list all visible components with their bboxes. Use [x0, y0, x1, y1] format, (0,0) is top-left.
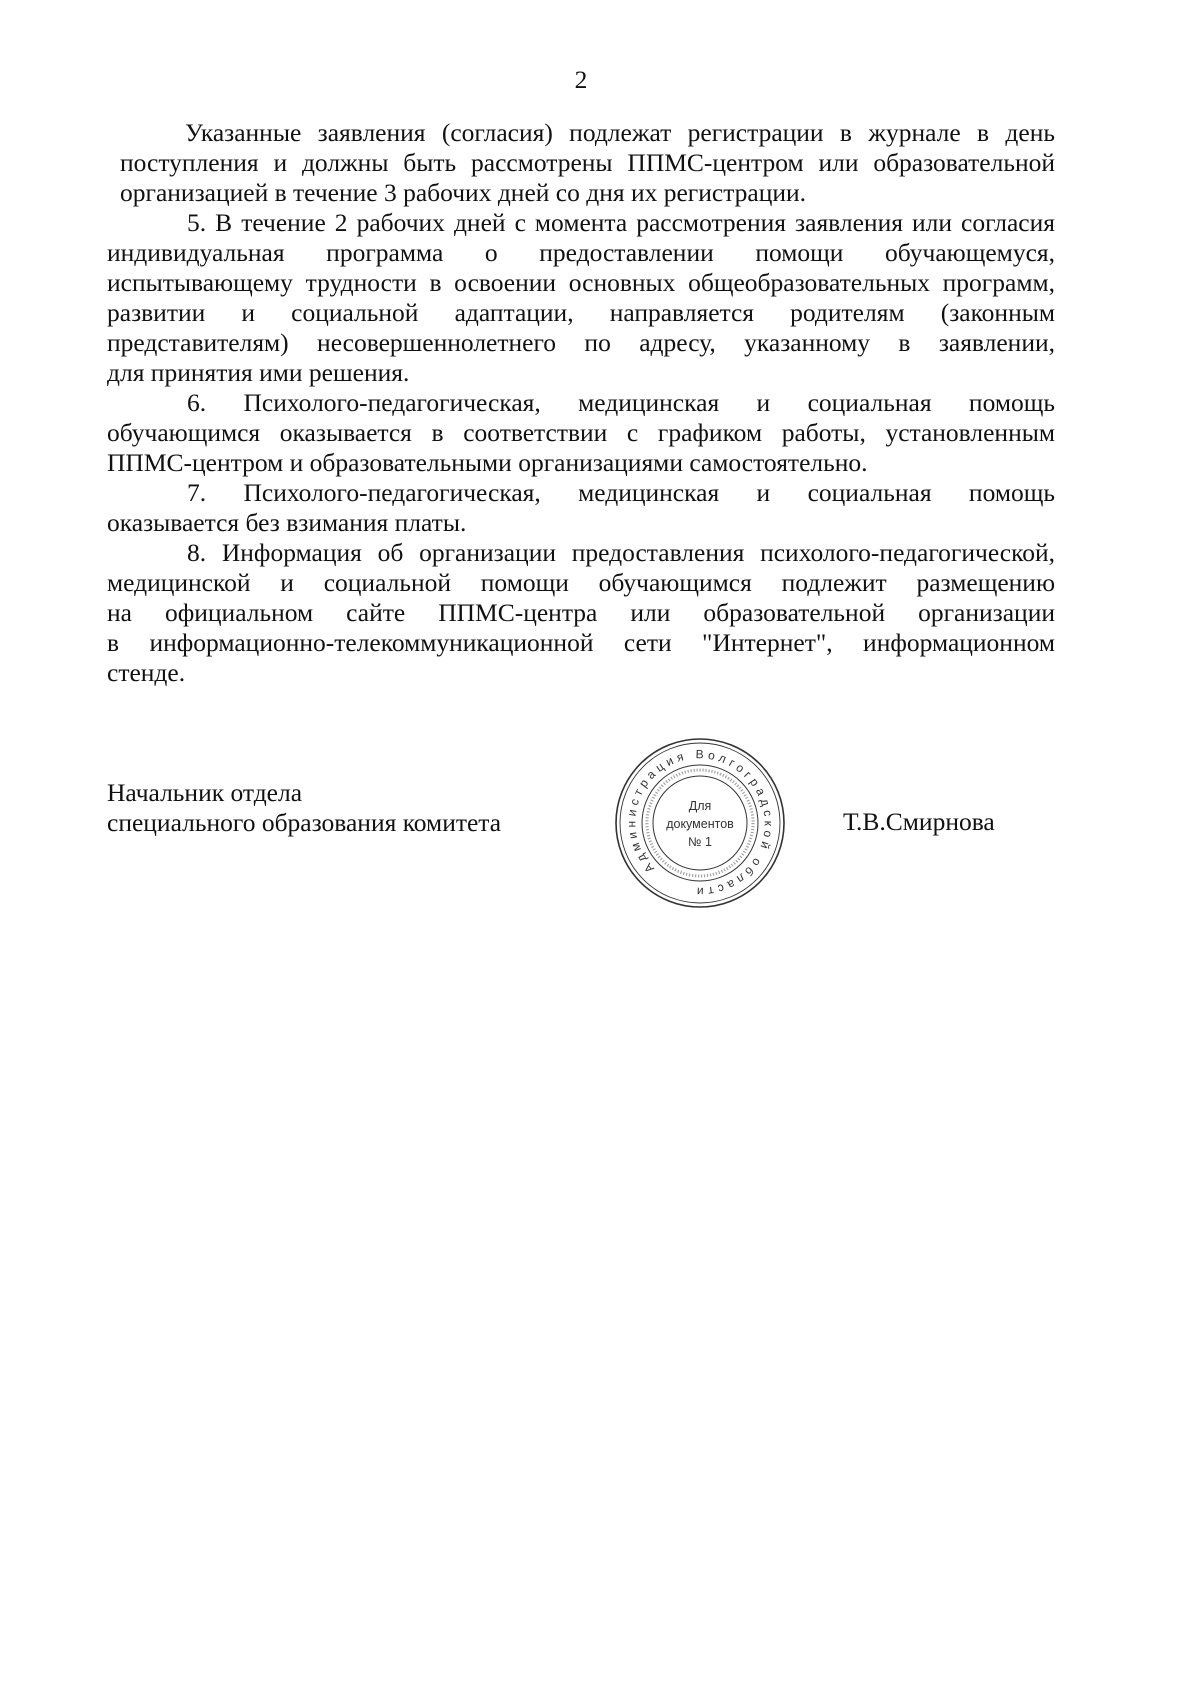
text-line: 6. Психолого-педагогическая, медицинская и социальная помощь	[187, 388, 1055, 417]
page-number: 2	[574, 65, 588, 94]
text-line: в информационно-телекоммуникационной сети "Интернет", информационном	[107, 628, 1055, 657]
paragraph-registration	[120, 118, 1055, 208]
paragraph-item-8	[107, 538, 1055, 688]
official-stamp	[610, 733, 790, 913]
text-line: развитии и социальной адаптации, направляется родителям (законным	[107, 298, 1055, 327]
text-line: 5. В течение 2 рабочих дней с момента рассмотрения заявления или согласия	[187, 208, 1055, 237]
paragraph-item-6	[107, 388, 1055, 478]
stamp-center-line: документов	[666, 817, 734, 831]
paragraph-item-5	[107, 208, 1055, 388]
text-line: на официальном сайте ППМС-центра или образовательной организации	[107, 598, 1055, 627]
text-line: Указанные заявления (согласия) подлежат регистрации в журнале в день	[185, 118, 1055, 147]
signatory-name: Т.В.Смирнова	[843, 807, 995, 836]
text-line: оказывается без взимания платы.	[107, 508, 467, 537]
text-line: поступления и должны быть рассмотрены ППМС-центром или образовательной	[120, 148, 1055, 177]
stamp-outer-text: Администрация Волгоградской области	[624, 747, 776, 899]
text-line: для принятия ими решения.	[107, 358, 410, 387]
signatory-position-line: специального образования комитета	[107, 808, 502, 837]
text-line: обучающимся оказывается в соответствии с графиком работы, установленным	[107, 418, 1055, 447]
text-line: представителям) несовершеннолетнего по адресу, указанному в заявлении,	[107, 328, 1055, 357]
text-line: медицинской и социальной помощи обучающимся подлежит размещению	[107, 568, 1055, 597]
document-body	[107, 118, 1055, 688]
text-line: 8. Информация об организации предоставления психолого-педагогической,	[187, 538, 1055, 567]
text-line: стенде.	[107, 658, 186, 687]
text-line: ППМС-центром и образовательными организациями самостоятельно.	[107, 448, 868, 477]
signatory-position-line: Начальник отдела	[107, 778, 303, 807]
text-line: индивидуальная программа о предоставлении помощи обучающемуся,	[107, 238, 1055, 267]
stamp-center-line: № 1	[688, 835, 712, 849]
stamp-center-line: Для	[688, 799, 712, 813]
text-line: организацией в течение 3 рабочих дней со дня их регистрации.	[120, 178, 807, 207]
signatory-position	[107, 778, 501, 838]
text-line: 7. Психолого-педагогическая, медицинская и социальная помощь	[187, 478, 1055, 507]
paragraph-item-7	[107, 478, 1055, 538]
text-line: испытывающему трудности в освоении основных общеобразовательных программ,	[107, 268, 1055, 297]
